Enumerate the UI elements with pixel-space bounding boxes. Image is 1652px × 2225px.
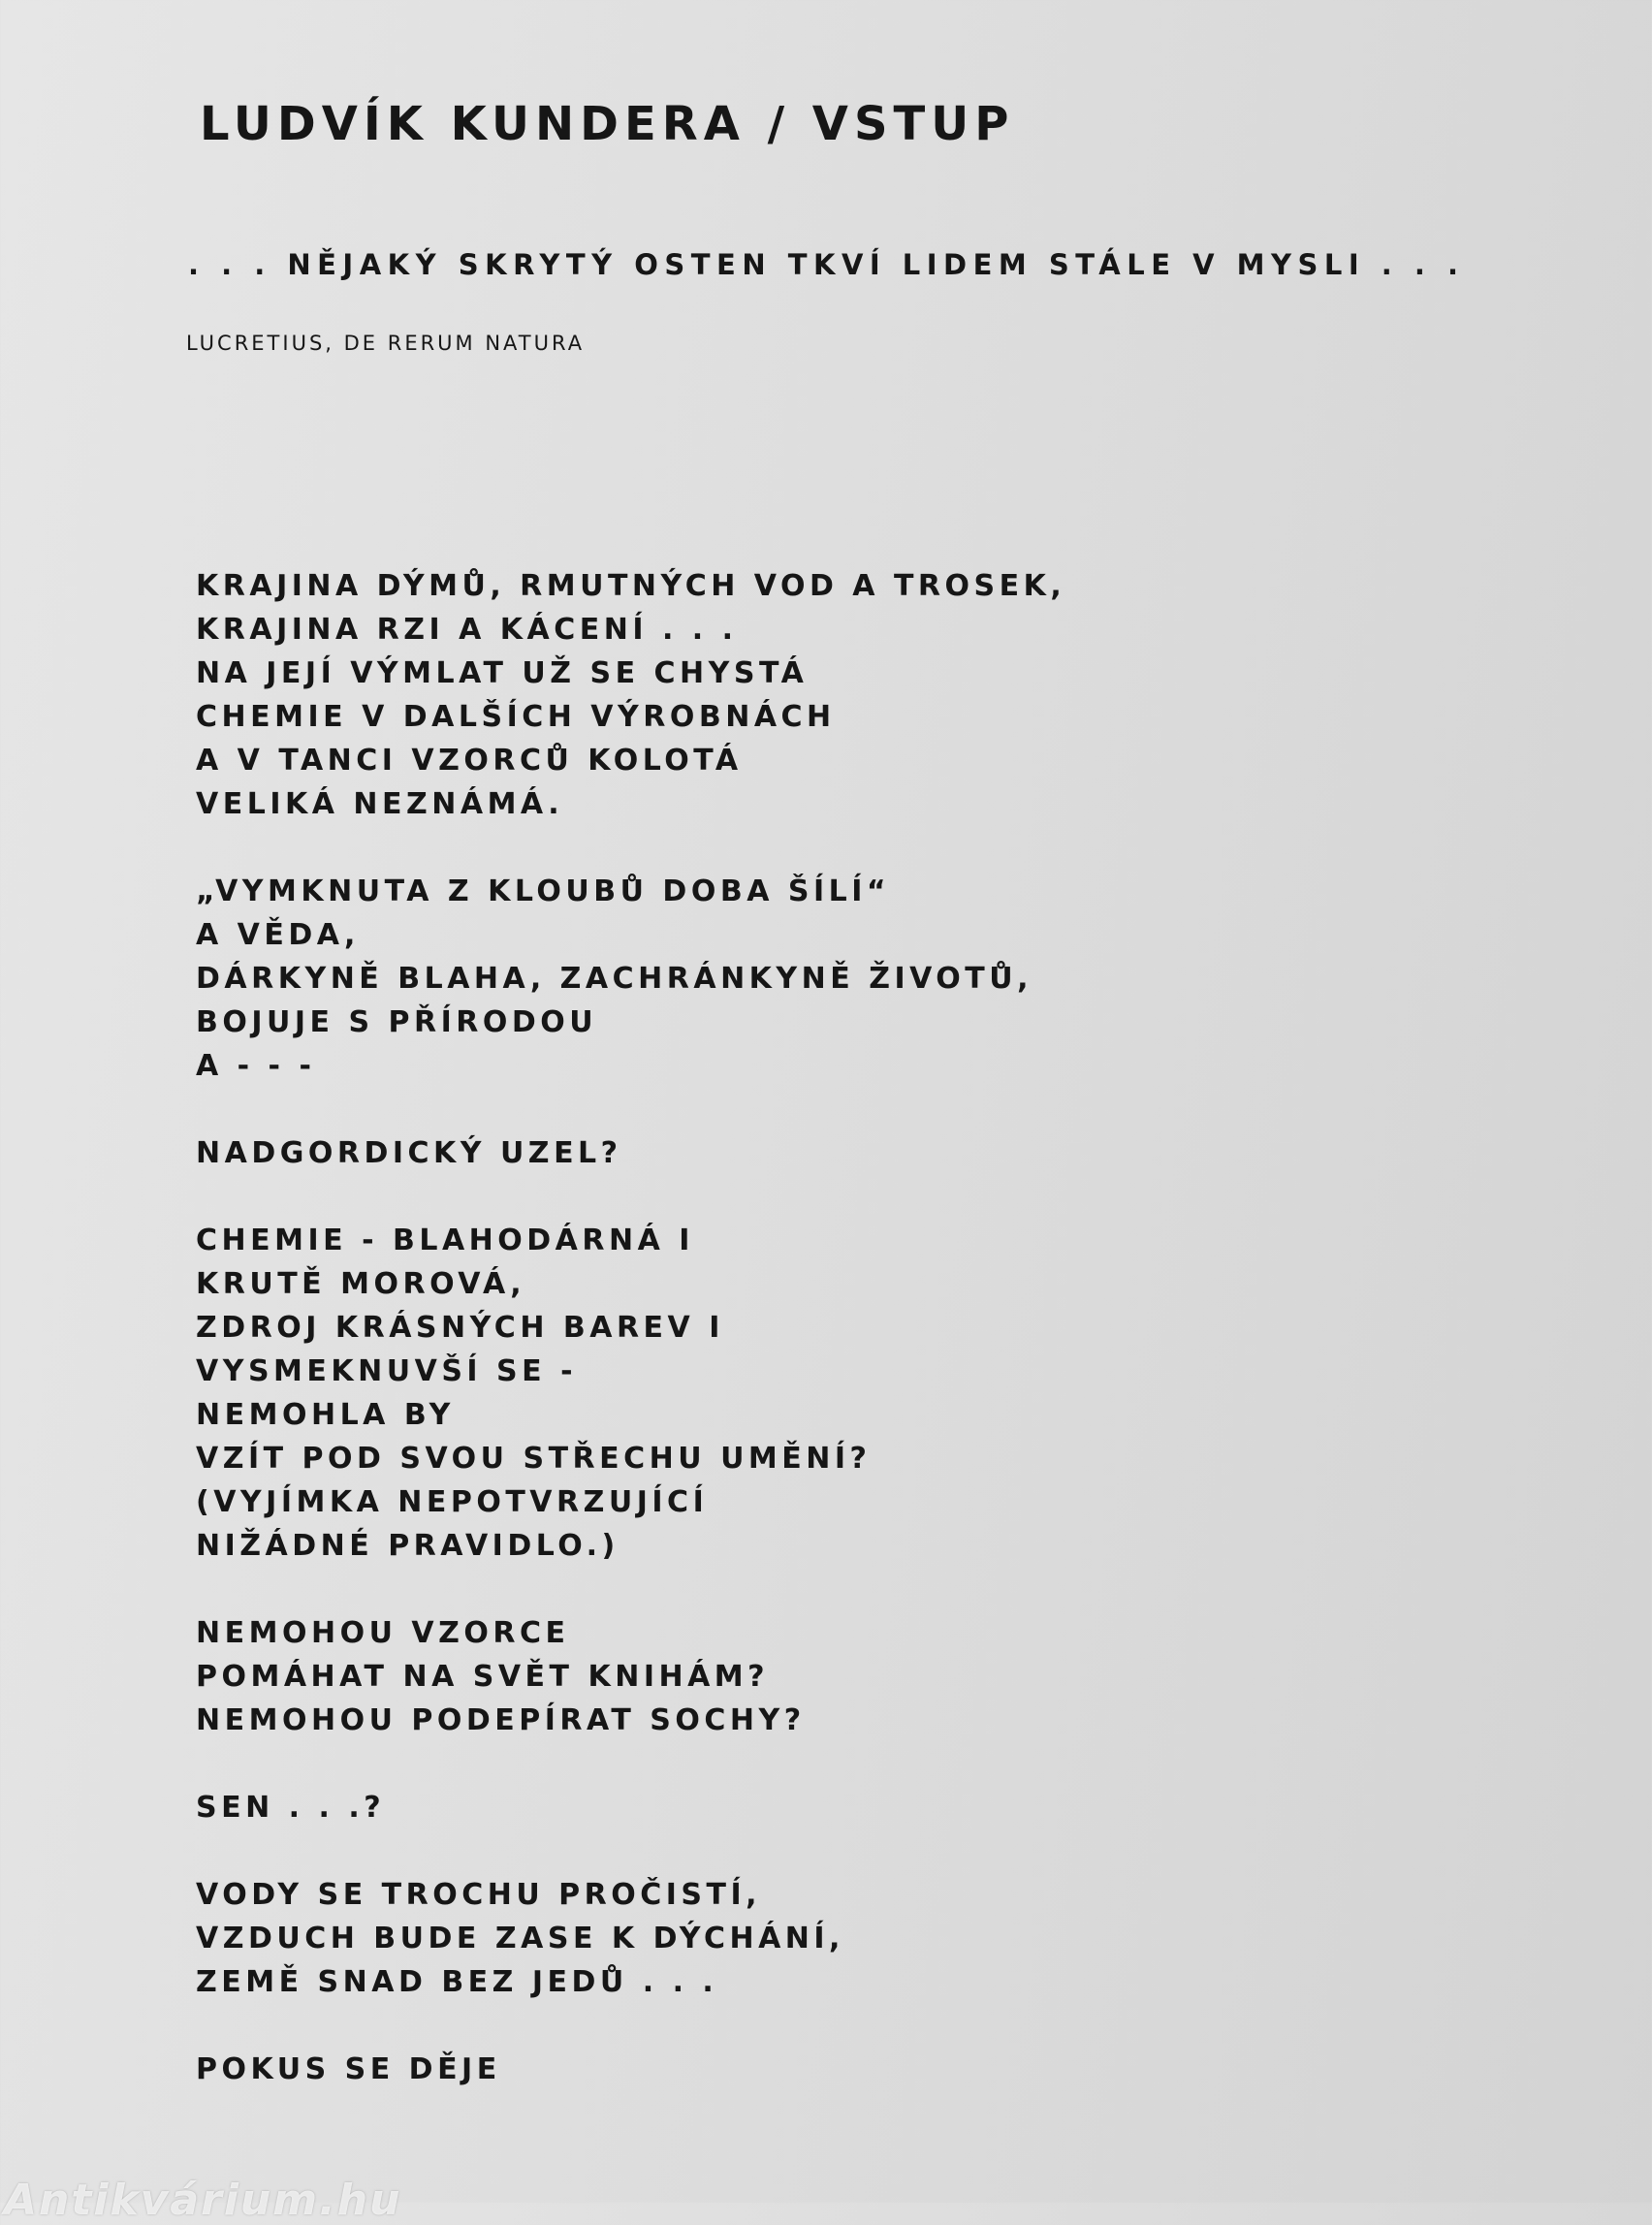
poem-stanza xyxy=(196,1219,1456,1568)
epigraph-source: LUCRETIUS, DE RERUM NATURA xyxy=(186,332,586,355)
poem-line: NEMOHOU VZORCE xyxy=(196,1616,570,1650)
poem-line: NEMOHLA BY xyxy=(196,1398,455,1432)
watermark-logo: Antikvárium.hu xyxy=(4,2176,402,2225)
poem-line: „VYMKNUTA Z KLOUBŮ DOBA ŠÍLÍ“ xyxy=(196,874,891,908)
poem-stanza xyxy=(196,870,1456,1088)
poem-line: KRAJINA RZI A KÁCENÍ . . . xyxy=(196,613,738,647)
poem-line: NADGORDICKÝ UZEL? xyxy=(196,1136,622,1170)
poem-line: CHEMIE - BLAHODÁRNÁ I xyxy=(196,1224,694,1257)
poem-stanza xyxy=(196,2048,1456,2091)
poem-line: KRAJINA DÝMŮ, RMUTNÝCH VOD A TROSEK, xyxy=(196,569,1066,603)
poem-line: (VYJÍMKA NEPOTVRZUJÍCÍ xyxy=(196,1485,709,1519)
poem-line: VELIKÁ NEZNÁMÁ. xyxy=(196,787,564,821)
poem-line: CHEMIE V DALŠÍCH VÝROBNÁCH xyxy=(196,700,836,734)
poem-stanza xyxy=(196,1131,1456,1175)
poem-line: VODY SE TROCHU PROČISTÍ, xyxy=(196,1878,762,1912)
poem-stanza xyxy=(196,1786,1456,1829)
poem-line: POKUS SE DĚJE xyxy=(196,2052,501,2086)
poem-stanza xyxy=(196,1873,1456,2004)
epigraph-quote: . . . NĚJAKÝ SKRYTÝ OSTEN TKVÍ LIDEM STÁLE V MYSLI . . . xyxy=(188,248,1465,281)
poem-line: A V TANCI VZORCŮ KOLOTÁ xyxy=(196,744,743,778)
poem-stanza xyxy=(196,1611,1456,1742)
poem-line: BOJUJE S PŘÍRODOU xyxy=(196,1005,598,1039)
poem-line: KRUTĚ MOROVÁ, xyxy=(196,1267,526,1301)
poem-line: VYSMEKNUVŠÍ SE - xyxy=(196,1354,578,1388)
poem-line: NA JEJÍ VÝMLAT UŽ SE CHYSTÁ xyxy=(196,656,809,690)
poem-line: NIŽÁDNÉ PRAVIDLO.) xyxy=(196,1529,620,1563)
poem-line: ZDROJ KRÁSNÝCH BAREV I xyxy=(196,1311,724,1345)
poem-line: VZÍT POD SVOU STŘECHU UMĚNÍ? xyxy=(196,1442,872,1476)
poem-line: DÁRKYNĚ BLAHA, ZACHRÁNKYNĚ ŽIVOTŮ, xyxy=(196,962,1033,996)
poem-line: A VĚDA, xyxy=(196,918,360,952)
poem-line: VZDUCH BUDE ZASE K DÝCHÁNÍ, xyxy=(196,1922,844,1955)
page-title: LUDVÍK KUNDERA / VSTUP xyxy=(200,97,1015,151)
poem-line: NEMOHOU PODEPÍRAT SOCHY? xyxy=(196,1703,806,1737)
poem-stanza xyxy=(196,564,1456,826)
poem-line: POMÁHAT NA SVĚT KNIHÁM? xyxy=(196,1660,770,1694)
poem-line: A - - - xyxy=(196,1049,316,1083)
poem-body xyxy=(196,564,1456,2135)
poem-line: ZEMĚ SNAD BEZ JEDŮ . . . xyxy=(196,1965,718,1999)
poem-line: SEN . . .? xyxy=(196,1791,386,1825)
